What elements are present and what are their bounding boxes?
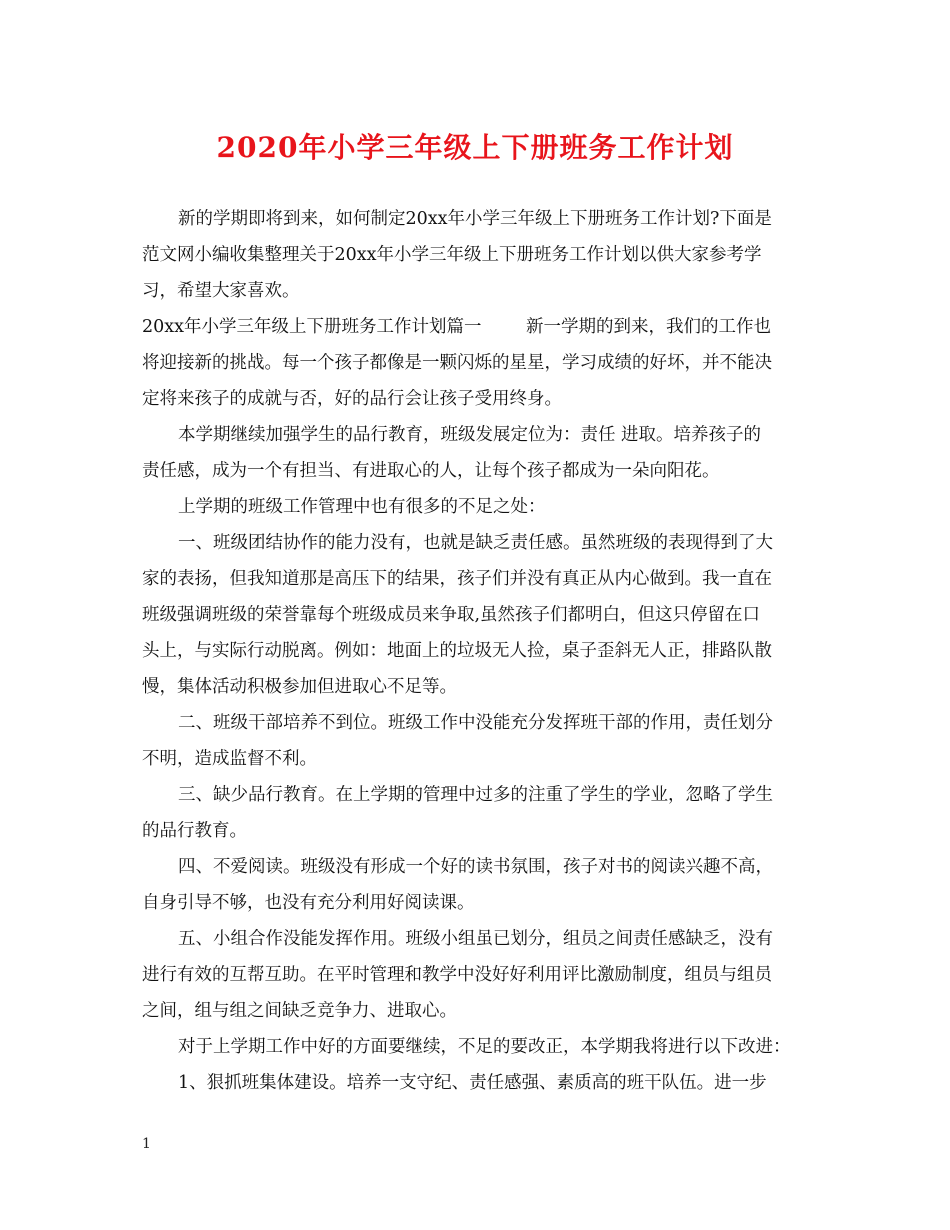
text-line: 进行有效的互帮互助。在平时管理和教学中没好好利用评比激励制度，组员与组员: [142, 965, 772, 985]
text-line: 班级强调班级的荣誉靠每个班级成员来争取,虽然孩子们都明白，但这只停留在口: [142, 605, 761, 625]
text-line: 上学期的班级工作管理中也有很多的不足之处：: [178, 497, 546, 517]
text-line: 之间，组与组之间缺乏竞争力、进取心。: [142, 1001, 457, 1021]
text-line: 三、缺少品行教育。在上学期的管理中过多的注重了学生的学业，忽略了学生: [178, 785, 773, 805]
text-line: 五、小组合作没能发挥作用。班级小组虽已划分，组员之间责任感缺乏，没有: [178, 929, 773, 949]
text-line: 不明，造成监督不利。: [142, 749, 317, 769]
text-line: 家的表扬，但我知道那是高压下的结果，孩子们并没有真正从内心做到。我一直在: [142, 569, 772, 589]
text-line: 四、不爱阅读。班级没有形成一个好的读书氛围，孩子对书的阅读兴趣不高，: [178, 857, 773, 877]
text-line: 范文网小编收集整理关于20xx年小学三年级上下册班务工作计划以供大家参考学: [142, 245, 762, 265]
text-line: 本学期继续加强学生的品行教育，班级发展定位为：责任 进取。培养孩子的: [178, 425, 762, 445]
text-line: 责任感，成为一个有担当、有进取心的人，让每个孩子都成为一朵向阳花。: [142, 461, 720, 481]
document-title: 2020年小学三年级上下册班务工作计划: [216, 131, 734, 164]
text-line: 的品行教育。: [142, 821, 247, 841]
text-line: 将迎接新的挑战。每一个孩子都像是一颗闪烁的星星，学习成绩的好坏，并不能决: [142, 353, 772, 373]
page-number: 1: [142, 1136, 151, 1152]
text-line: 习，希望大家喜欢。: [142, 281, 300, 301]
text-line: 头上，与实际行动脱离。例如：地面上的垃圾无人捡，桌子歪斜无人正，排路队散: [142, 641, 772, 661]
text-line: 新的学期即将到来，如何制定20xx年小学三年级上下册班务工作计划?下面是: [178, 209, 772, 229]
document-body: [142, 201, 812, 1101]
text-line: 定将来孩子的成就与否，好的品行会让孩子受用终身。: [142, 389, 562, 409]
text-line: 20xx年小学三年级上下册班务工作计划篇一 新一学期的到来，我们的工作也: [142, 317, 772, 337]
text-line: 1、狠抓班集体建设。培养一支守纪、责任感强、素质高的班干队伍。进一步: [178, 1073, 767, 1093]
text-line: 二、班级干部培养不到位。班级工作中没能充分发挥班干部的作用，责任划分: [178, 713, 773, 733]
text-line: 对于上学期工作中好的方面要继续，不足的要改正，本学期我将进行以下改进：: [178, 1037, 791, 1057]
text-line: 慢，集体活动积极参加但进取心不足等。: [142, 677, 457, 697]
text-line: 一、班级团结协作的能力没有，也就是缺乏责任感。虽然班级的表现得到了大: [178, 533, 773, 553]
text-line: 自身引导不够，也没有充分利用好阅读课。: [142, 893, 475, 913]
